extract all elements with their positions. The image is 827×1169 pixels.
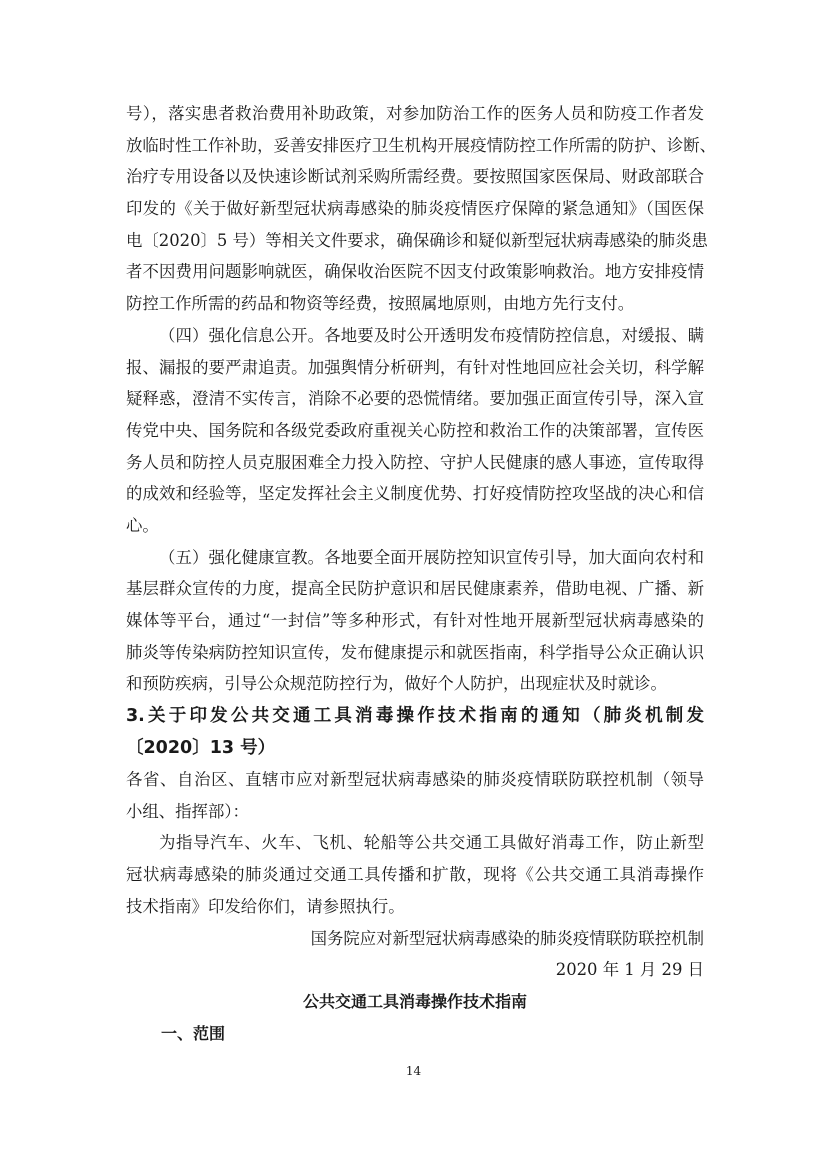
text-line: （五）强化健康宣教。各地要全面开展防控知识宣传引导，加大面向农村和 xyxy=(159,547,704,567)
text-line: 冠状病毒感染的肺炎通过交通工具传播和扩散，现将《公共交通工具消毒操作 xyxy=(126,865,704,885)
text-line: 者不因费用问题影响就医，确保收治医院不因支付政策影响救治。地方安排疫情 xyxy=(126,262,704,282)
notice-heading-line: 3.关于印发公共交通工具消毒操作技术指南的通知（肺炎机制发 xyxy=(126,706,704,727)
text-line: 务人员和防控人员克服困难全力投入防控、守护人民健康的感人事迹，宣传取得 xyxy=(126,452,704,472)
notice-heading-line: 〔2020〕13 号） xyxy=(126,738,276,759)
document-body xyxy=(126,98,717,1050)
text-line: 肺炎等传染病防控知识宣传，发布健康提示和就医指南，科学指导公众正确认识 xyxy=(126,642,704,662)
text-line: 技术指南》印发给你们，请参照执行。 xyxy=(126,896,405,916)
notice-date: 2020 年 1 月 29 日 xyxy=(555,960,704,980)
section-heading-scope: 一、范围 xyxy=(161,1023,226,1043)
text-line: 为指导汽车、火车、飞机、轮船等公共交通工具做好消毒工作，防止新型 xyxy=(159,833,704,853)
notice-heading xyxy=(126,700,704,764)
text-line: 疑释惑，澄清不实传言，消除不必要的恐慌情绪。要加强正面宣传引导，深入宣 xyxy=(126,389,704,409)
paragraph-info-disclosure xyxy=(126,320,704,542)
text-line: 媒体等平台，通过“一封信”等多种形式，有针对性地开展新型冠状病毒感染的 xyxy=(126,611,704,630)
text-line: 基层群众宣传的力度，提高全民防护意识和居民健康素养，借助电视、广播、新 xyxy=(126,579,704,599)
notice-addressee xyxy=(126,764,704,827)
text-line: （四）强化信息公开。各地要及时公开透明发布疫情防控信息，对缓报、瞒 xyxy=(159,325,704,345)
text-line: 印发的《关于做好新型冠状病毒感染的肺炎疫情医疗保障的紧急通知》（国医保 xyxy=(126,199,704,219)
notice-body xyxy=(126,827,704,922)
notice-issuer: 国务院应对新型冠状病毒感染的肺炎疫情联防联控机制 xyxy=(310,928,704,948)
paragraph-health-education xyxy=(126,542,704,700)
text-line: 各省、自治区、直辖市应对新型冠状病毒感染的肺炎疫情联防联控机制（领导 xyxy=(126,770,704,790)
guide-title: 公共交通工具消毒操作技术指南 xyxy=(302,991,527,1011)
text-line: 放临时性工作补助，妥善安排医疗卫生机构开展疫情防控工作所需的防护、诊断、 xyxy=(126,135,717,155)
text-line: 报、漏报的要严肃追责。加强舆情分析研判，有针对性地回应社会关切，科学解 xyxy=(126,357,704,377)
paragraph-funding xyxy=(126,98,717,320)
page-number: 14 xyxy=(405,1064,422,1078)
text-line: 号），落实患者救治费用补助政策，对参加防治工作的医务人员和防疫工作者发 xyxy=(126,104,704,123)
text-line: 心。 xyxy=(126,515,159,535)
text-line: 传党中央、国务院和各级党委政府重视关心防控和救治工作的决策部署，宣传医 xyxy=(126,420,704,440)
text-line: 小组、指挥部）： xyxy=(126,801,249,821)
text-line: 防控工作所需的药品和物资等经费，按照属地原则，由地方先行支付。 xyxy=(126,294,635,314)
text-line: 和预防疾病，引导公众规范防控行为，做好个人防护，出现症状及时就诊。 xyxy=(126,674,667,694)
text-line: 治疗专用设备以及快速诊断试剂采购所需经费。要按照国家医保局、财政部联合 xyxy=(126,167,704,187)
text-line: 的成效和经验等，坚定发挥社会主义制度优势、打好疫情防控攻坚战的决心和信 xyxy=(126,484,704,504)
text-line: 电〔2020〕5 号）等相关文件要求，确保确诊和疑似新型冠状病毒感染的肺炎患 xyxy=(126,230,708,250)
